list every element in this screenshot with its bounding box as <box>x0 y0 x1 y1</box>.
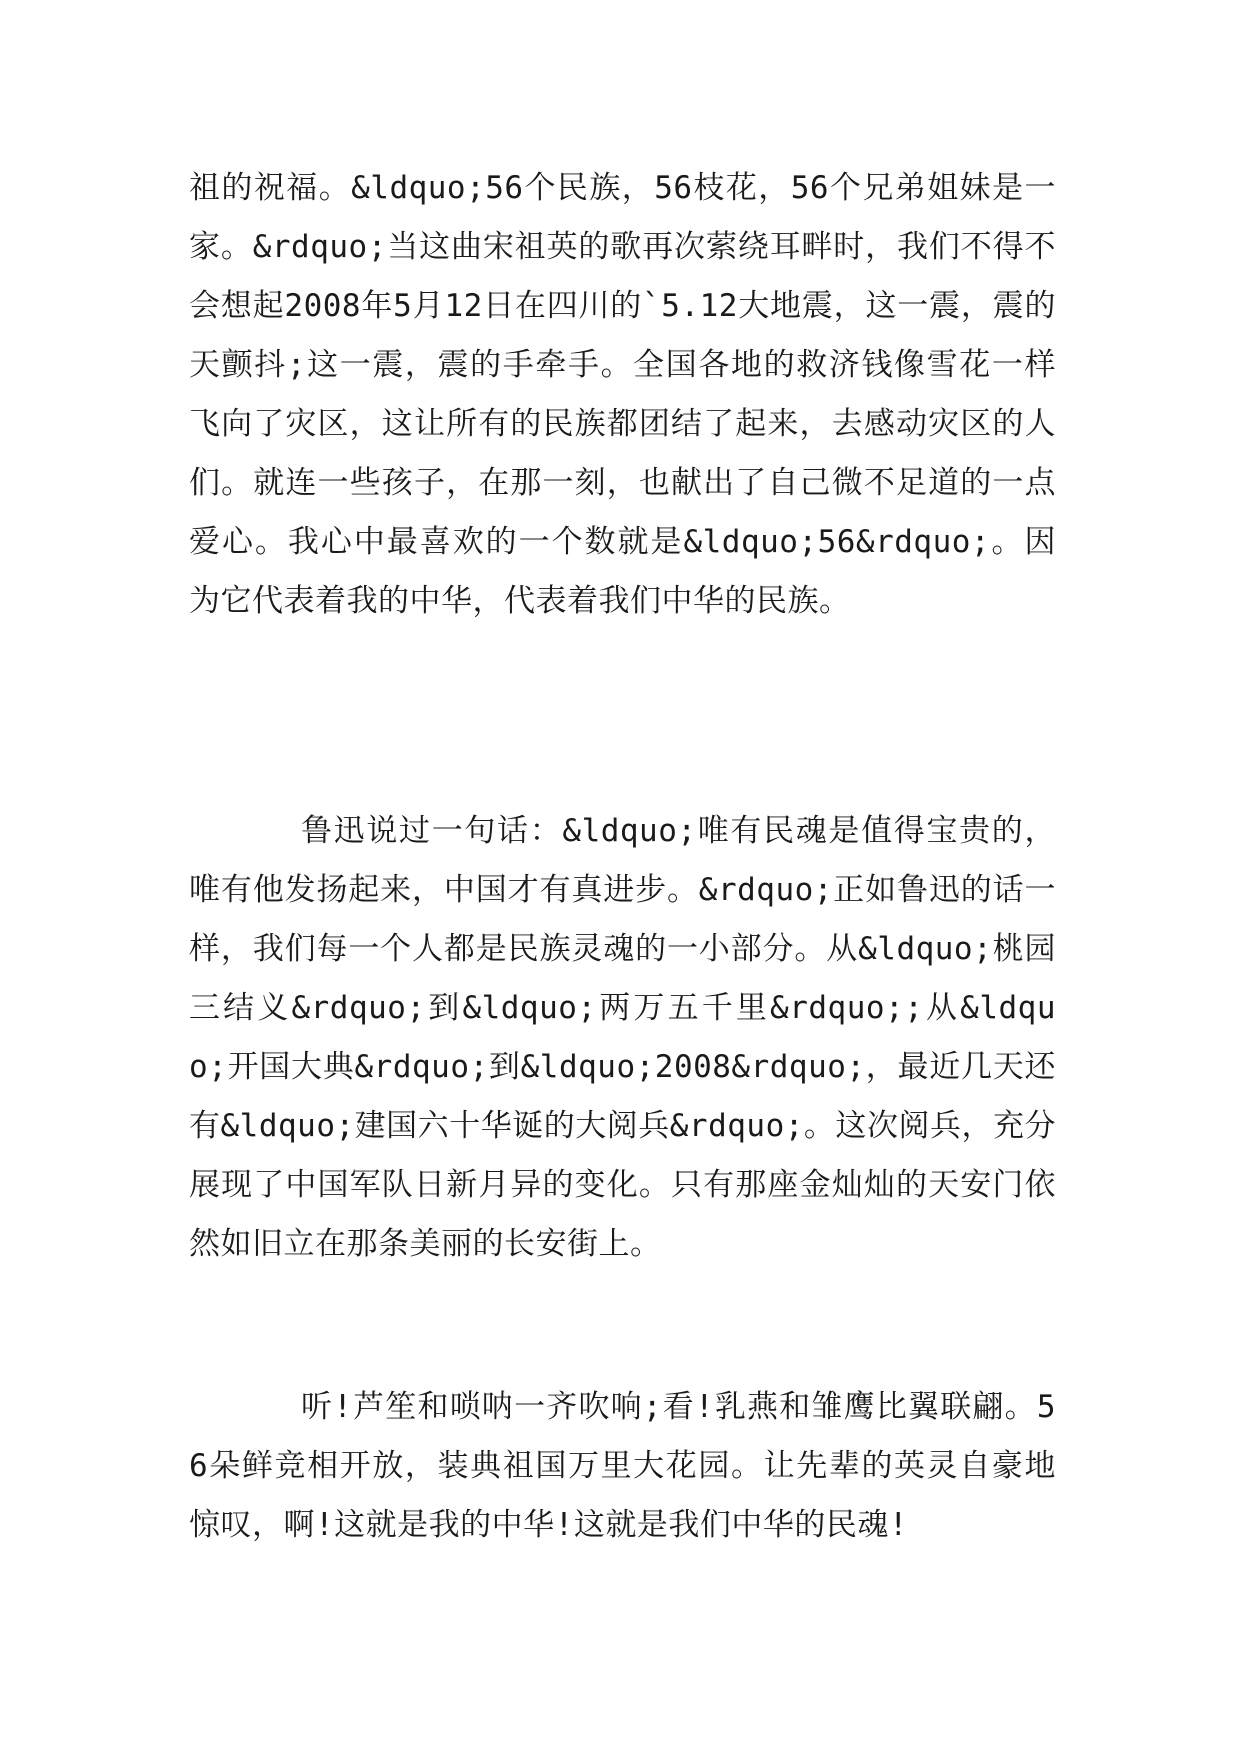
paragraph-2: 鲁迅说过一句话：&ldquo;唯有民魂是值得宝贵的，唯有他发扬起来，中国才有真进步。&rdquo;正如鲁迅的话一样，我们每一个人都是民族灵魂的一小部分。从&ldquo;桃园三结义&rdquo;到&ldquo;两万五千里&rdquo;;从&ldquo;开国大典&rdquo;到&ldquo;2008&rdquo;，最近几天还有&ldquo;建国六十华诞的大阅兵&rdquo;。这次阅兵，充分展现了中国军队日新月异的变化。只有那座金灿灿的天安门依然如旧立在那条美丽的长安街上。 <box>189 813 1056 1262</box>
paragraph-1: 祖的祝福。&ldquo;56个民族，56枝花，56个兄弟姐妹是一家。&rdquo;当这曲宋祖英的歌再次萦绕耳畔时，我们不得不会想起2008年5月12日在四川的`5.12大地震，这一震，震的天颤抖;这一震，震的手牵手。全国各地的救济钱像雪花一样飞向了灾区，这让所有的民族都团结了起来，去感动灾区的人们。就连一些孩子，在那一刻，也献出了自己微不足道的一点爱心。我心中最喜欢的一个数就是&ldquo;56&rdquo;。因为它代表着我的中华，代表着我们中华的民族。 <box>189 170 1056 619</box>
paragraph-3: 听!芦笙和唢呐一齐吹响;看!乳燕和雏鹰比翼联翩。56朵鲜竞相开放，装典祖国万里大花园。让先辈的英灵自豪地惊叹，啊!这就是我的中华!这就是我们中华的民魂! <box>189 1389 1056 1543</box>
